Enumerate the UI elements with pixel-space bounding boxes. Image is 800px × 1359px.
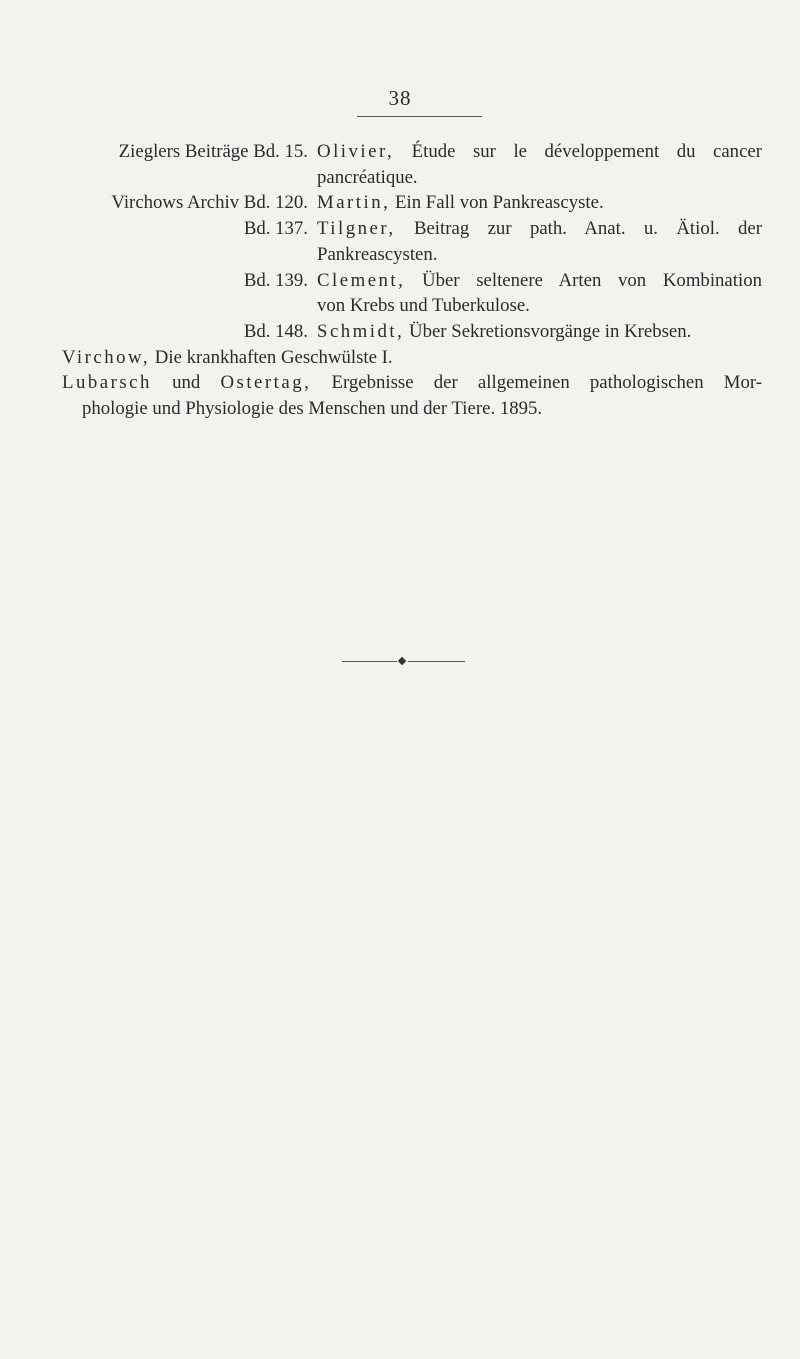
entry-author: Olivier,	[317, 141, 395, 162]
ornament-diamond-icon	[398, 657, 406, 665]
entry-author: Lubarsch	[62, 372, 152, 394]
page-number-rule	[357, 116, 482, 117]
section-end-ornament	[342, 658, 465, 664]
bib-entry-schmidt	[62, 319, 762, 345]
entry-title-cont: Pankreascysten.	[317, 243, 438, 265]
entry-source: Bd. 137.	[243, 218, 308, 240]
bib-entry-martin	[62, 190, 762, 216]
bib-entry-virchow	[62, 345, 762, 371]
entry-author: Tilgner,	[317, 218, 396, 240]
entry-author: Ostertag,	[220, 372, 312, 394]
ornament-line-left	[342, 661, 397, 662]
entry-source: Virchows Archiv Bd. 120.	[111, 192, 308, 214]
entry-line	[317, 139, 762, 165]
entry-title: Ergebnisse der allgemeinen pathologischen Mor-	[331, 372, 763, 394]
page-number: 38	[388, 86, 412, 110]
bibliography	[62, 139, 762, 422]
entry-conjunction: und	[172, 372, 201, 394]
entry-title: Étude sur le développement du cancer	[411, 141, 763, 162]
entry-source: Zieglers Beiträge Bd. 15.	[118, 141, 308, 162]
entry-title-cont: von Krebs und Tuberkulose.	[317, 295, 530, 317]
entry-line	[317, 190, 762, 216]
entry-source: Bd. 148.	[243, 320, 308, 342]
bib-entry-lubarsch-ostertag	[62, 370, 762, 421]
entry-line	[317, 319, 762, 345]
entry-line	[317, 216, 762, 242]
entry-author: Martin,	[317, 192, 391, 214]
entry-source: Bd. 139.	[243, 269, 308, 291]
entry-title: Ein Fall von Pankreascyste.	[395, 192, 604, 214]
bib-entry-olivier	[62, 139, 762, 190]
bib-entry-clement	[62, 268, 762, 319]
entry-author: Clement,	[317, 269, 406, 291]
entry-line	[62, 370, 762, 396]
bib-entry-tilgner	[62, 216, 762, 267]
entry-author: Virchow,	[62, 346, 151, 368]
entry-title: Über seltenere Arten von Kombination	[422, 269, 762, 291]
entry-title-cont: phologie und Physiologie des Menschen und der Tiere. 1895.	[82, 398, 543, 420]
entry-author: Schmidt,	[317, 320, 405, 342]
ornament-line-right	[408, 661, 465, 662]
entry-title-cont: pancréatique.	[317, 166, 418, 188]
entry-line	[317, 268, 762, 294]
entry-title: Die krankhaften Geschwülste I.	[154, 346, 393, 368]
entry-title: Beitrag zur path. Anat. u. Ätiol. der	[413, 218, 762, 240]
entry-title: Über Sekretionsvorgänge in Krebsen.	[409, 320, 692, 342]
